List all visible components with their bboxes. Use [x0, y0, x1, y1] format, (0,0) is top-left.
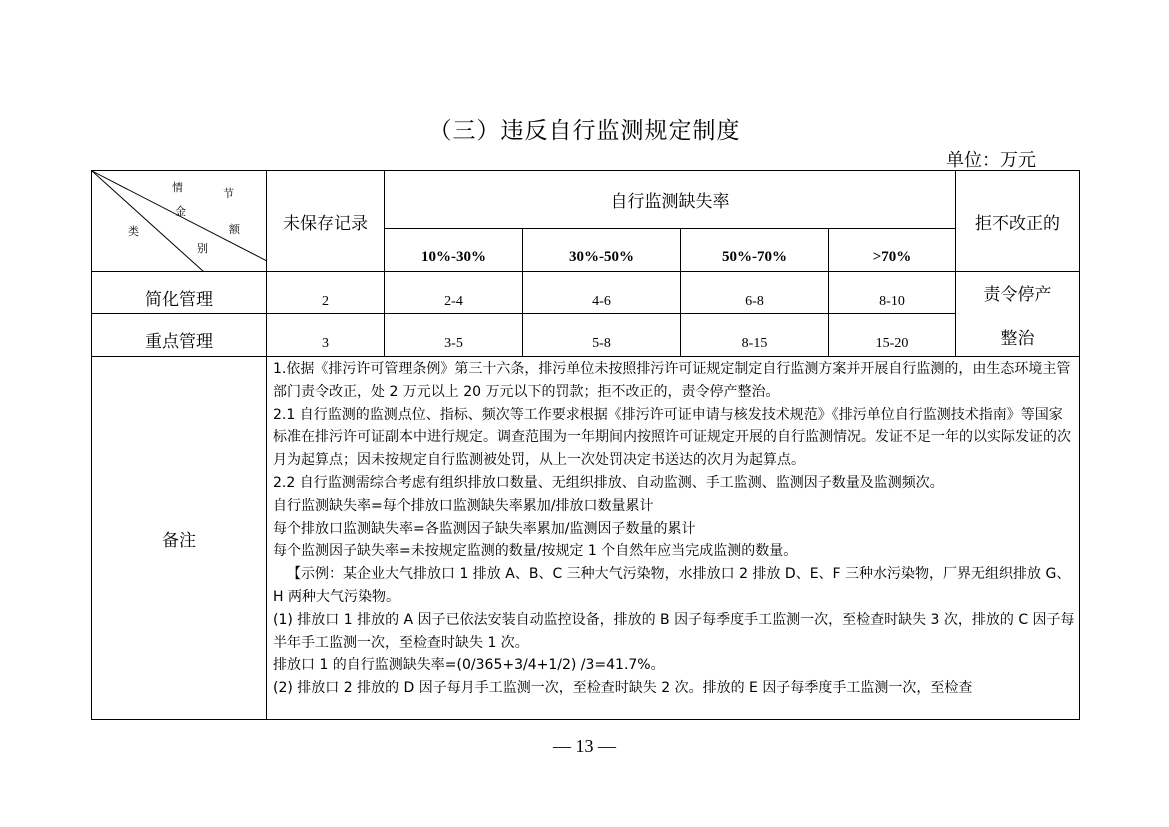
- penalty-table-wrapper: [91, 170, 1079, 719]
- refuse-penalty-cell: [956, 272, 1080, 357]
- table-cell: 8-15: [681, 314, 829, 357]
- note-paragraph: (1) 排放口 1 排放的 A 因子已依法安装自动监控设备，排放的 B 因子每季度手工监测一次，至检查时缺失 3 次，排放的 C 因子每半年手工监测一次，至检查时缺失 1 次。: [273, 611, 1075, 651]
- note-paragraph: 【示例：某企业大气排放口 1 排放 A、B、C 三种大气污染物，水排放口 2 排放 D、E、F 三种水污染物，厂界无组织排放 G、H 两种大气污染物。: [273, 566, 1071, 605]
- row-label-simplified: 简化管理: [92, 272, 267, 314]
- refuse-penalty-line2: 整治: [1000, 328, 1035, 349]
- header-missing-rate: 自行监测缺失率: [385, 171, 956, 229]
- unit-label: 单位：万元: [946, 150, 1036, 171]
- diag-label-jie: 节: [223, 187, 234, 200]
- note-paragraph: 每个监测因子缺失率=未按规定监测的数量/按规定 1 个自然年应当完成监测的数量。: [273, 543, 798, 560]
- header-no-record: 未保存记录: [267, 171, 385, 272]
- notes-label: 备注: [92, 357, 267, 720]
- diag-label-lei: 类: [128, 225, 139, 238]
- refuse-penalty-line1: 责令停产: [983, 284, 1052, 305]
- penalty-table: [91, 170, 1080, 720]
- diag-label-jin: 金: [175, 205, 186, 218]
- row-label-key: 重点管理: [92, 314, 267, 357]
- range-header: 50%-70%: [681, 229, 829, 272]
- table-cell: 15-20: [829, 314, 956, 357]
- table-cell: 5-8: [523, 314, 681, 357]
- range-header: 30%-50%: [523, 229, 681, 272]
- note-paragraph: 排放口 1 的自行监测缺失率=(0/365+3/4+1/2) /3=41.7%。: [273, 657, 665, 674]
- table-cell: 2: [267, 272, 385, 314]
- range-header: >70%: [829, 229, 956, 272]
- note-paragraph: 2.1 自行监测的监测点位、指标、频次等工作要求根据《排污许可证申请与核发技术规范》《排污单位自行监测技术指南》等国家标准在排污许可证副本中进行规定。调查范围为一年期间内按照许可证规定开展的自行监测情况。发证不足一年的以实际发证的次月为起算点；因未按规定自行监测被处罚，从上一次处罚决定书送达的次月为起算点。: [273, 406, 1071, 469]
- diag-label-qing: 情: [172, 181, 183, 194]
- note-paragraph: 1.依据《排污许可管理条例》第三十六条，排污单位未按照排污许可证规定制定自行监测方案并开展自行监测的，由生态环境主管部门责令改正，处 2 万元以上 20 万元以下的罚款；拒不改正的，责令停产整治。: [273, 361, 1071, 400]
- notes-cell: [267, 357, 1080, 720]
- note-paragraph: 自行监测缺失率=每个排放口监测缺失率累加/排放口数量累计: [273, 497, 654, 514]
- table-cell: 3: [267, 314, 385, 357]
- diagonal-header-cell: [92, 171, 267, 272]
- note-paragraph: 2.2 自行监测需综合考虑有组织排放口数量、无组织排放、自动监测、手工监测、监测因子数量及监测频次。: [273, 474, 944, 491]
- table-cell: 3-5: [385, 314, 523, 357]
- table-cell: 6-8: [681, 272, 829, 314]
- notes-body: [267, 357, 1079, 700]
- table-cell: 2-4: [385, 272, 523, 314]
- table-cell: 4-6: [523, 272, 681, 314]
- note-paragraph: 每个排放口监测缺失率=各监测因子缺失率累加/监测因子数量的累计: [273, 520, 696, 537]
- range-header: 10%-30%: [385, 229, 523, 272]
- page-number: — 13 —: [553, 736, 616, 756]
- diag-label-bie: 别: [197, 242, 208, 255]
- table-cell: 8-10: [829, 272, 956, 314]
- note-paragraph: (2) 排放口 2 排放的 D 因子每月手工监测一次，至检查时缺失 2 次。排放的 E 因子每季度手工监测一次，至检查: [273, 680, 973, 697]
- diag-label-e: 额: [229, 223, 240, 236]
- header-refuse: 拒不改正的: [956, 171, 1080, 272]
- page-title: （三）违反自行监测规定制度: [428, 118, 741, 144]
